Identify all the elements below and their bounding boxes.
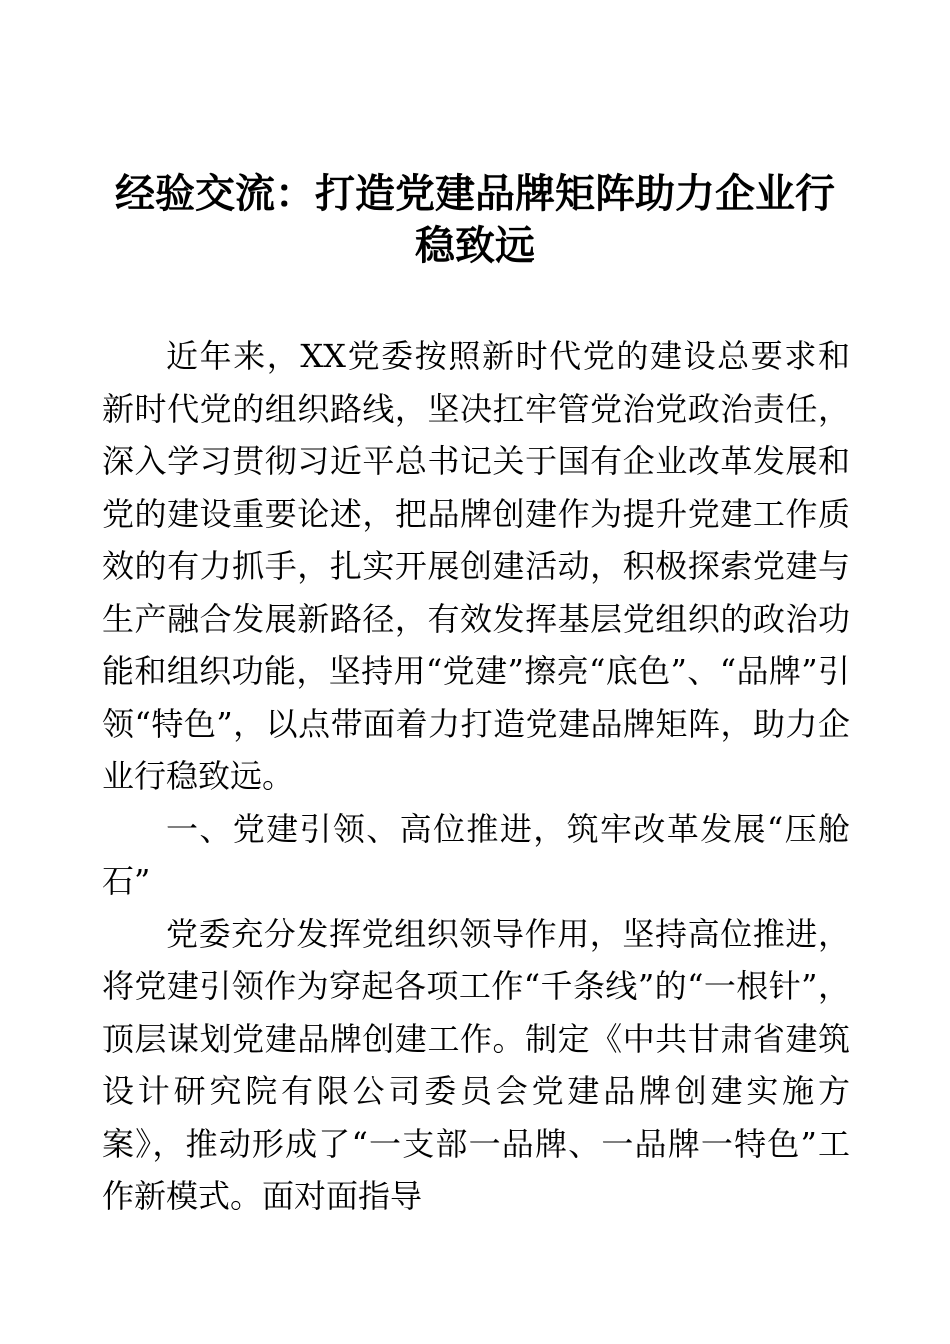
section-heading: 一、党建引领、高位推进，筑牢改革发展“压舱石”	[102, 809, 850, 900]
section-paragraph: 党委充分发挥党组织领导作用，坚持高位推进，将党建引领作为穿起各项工作“千条线”的“一根针”，顶层谋划党建品牌创建工作。制定《中共甘肃省建筑设计研究院有限公司委员会党建品牌创建实施方案》，推动形成了“一支部一品牌、一品牌一特色”工作新模式。面对面指导	[102, 914, 850, 1215]
document-body	[102, 330, 850, 1223]
document-title: 经验交流：打造党建品牌矩阵助力企业行稳致远	[115, 170, 835, 269]
intro-paragraph: 近年来，XX党委按照新时代党的建设总要求和新时代党的组织路线，坚决扛牢管党治党政治责任，深入学习贯彻习近平总书记关于国有企业改革发展和党的建设重要论述，把品牌创建作为提升党建工作质效的有力抓手，扎实开展创建活动，积极探索党建与生产融合发展新路径，有效发挥基层党组织的政治功能和组织功能，坚持用“党建”擦亮“底色”、“品牌”引领“特色”，以点带面着力打造党建品牌矩阵，助力企业行稳致远。	[102, 337, 850, 795]
